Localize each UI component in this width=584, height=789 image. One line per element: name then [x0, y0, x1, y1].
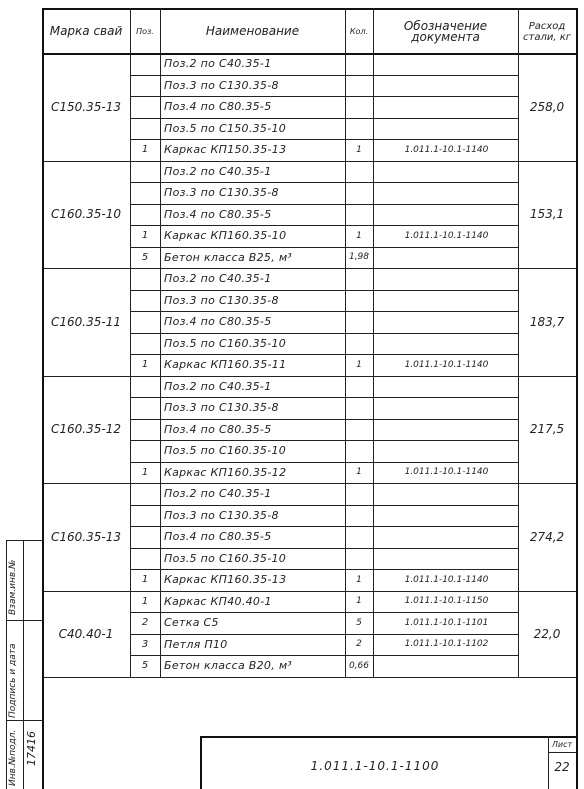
- list-label: Лист: [551, 739, 573, 749]
- row-name: Поз.2 по С40.35-1: [164, 272, 272, 286]
- row-poz: [130, 290, 160, 312]
- row-name: Каркас КП40.40-1: [164, 594, 272, 608]
- row-rule: [130, 548, 518, 549]
- stamp-signature-label: Подпись и дата: [8, 643, 18, 718]
- row-doc: [375, 526, 518, 548]
- header-kol: Кол.: [349, 27, 369, 36]
- row-kol: [345, 526, 373, 548]
- row-rule: [130, 462, 518, 463]
- row-name: Поз.5 по С160.35-10: [164, 551, 287, 565]
- column-rule: [373, 8, 374, 677]
- row-kol: [345, 333, 373, 355]
- row-doc: [375, 204, 518, 226]
- row-name: Каркас КП160.35-11: [164, 358, 287, 372]
- row-kol: [345, 161, 373, 183]
- row-kol: [345, 548, 373, 570]
- row-name: Поз.5 по С150.35-10: [164, 121, 287, 135]
- row-rule: [130, 440, 518, 441]
- row-kol: [345, 182, 373, 204]
- row-name: Поз.3 по С130.35-8: [164, 508, 279, 522]
- row-poz: [130, 397, 160, 419]
- header-marka: Марка свай: [49, 24, 123, 38]
- row-doc: [375, 118, 518, 140]
- row-rule: [130, 311, 518, 312]
- frame-left: [42, 677, 44, 789]
- row-rule: [130, 354, 518, 355]
- row-kol: [345, 397, 373, 419]
- steel-consumption: 274,2: [529, 529, 565, 544]
- row-name: Поз.2 по С40.35-1: [164, 379, 272, 393]
- row-name: Поз.5 по С160.35-10: [164, 444, 287, 458]
- row-name: Поз.2 по С40.35-1: [164, 57, 272, 71]
- row-name: Поз.4 по С80.35-5: [164, 207, 272, 221]
- row-kol: [345, 419, 373, 441]
- row-name: Бетон класса В20, м³: [164, 659, 293, 673]
- row-doc: 1.011.1-10.1-1140: [404, 230, 489, 241]
- header-doc: Обозначение документа: [403, 18, 488, 44]
- frame-right: [576, 677, 578, 789]
- row-rule: [130, 204, 518, 205]
- column-rule: [345, 8, 346, 677]
- stamp-rule: [6, 540, 7, 789]
- row-poz: [130, 440, 160, 462]
- pile-mark: С160.35-12: [51, 422, 121, 437]
- row-poz: [130, 204, 160, 226]
- row-name: Поз.4 по С80.35-5: [164, 100, 272, 114]
- stamp-vzam-label: Взам.инв.№: [8, 559, 18, 615]
- row-poz: 5: [141, 660, 149, 672]
- row-name: Бетон класса В25, м³: [164, 250, 293, 264]
- row-name: Каркас КП160.35-13: [164, 573, 287, 587]
- row-doc: 1.011.1-10.1-1140: [404, 467, 489, 478]
- row-kol: 1: [356, 596, 362, 607]
- row-poz: [130, 311, 160, 333]
- row-poz: [130, 96, 160, 118]
- steel-consumption: 22,0: [533, 626, 561, 641]
- row-kol: 1: [356, 574, 362, 585]
- row-rule: [130, 139, 518, 140]
- row-rule: [130, 333, 518, 334]
- row-poz: [130, 505, 160, 527]
- steel-consumption: 217,5: [529, 422, 565, 437]
- row-doc: [375, 182, 518, 204]
- column-rule: [42, 8, 44, 677]
- row-rule: [130, 634, 518, 635]
- row-kol: 1: [356, 467, 362, 478]
- row-name: Поз.2 по С40.35-1: [164, 164, 272, 178]
- row-rule: [130, 397, 518, 398]
- row-doc: [375, 397, 518, 419]
- row-rule: [130, 655, 518, 656]
- row-name: Поз.4 по С80.35-5: [164, 530, 272, 544]
- row-kol: [345, 118, 373, 140]
- pile-mark: С160.35-13: [51, 529, 121, 544]
- row-doc: 1.011.1-10.1-1102: [404, 639, 489, 650]
- row-poz: [130, 161, 160, 183]
- stamp-rule: [23, 540, 24, 789]
- row-doc: [375, 505, 518, 527]
- row-name: Поз.3 по С130.35-8: [164, 293, 279, 307]
- row-poz: [130, 182, 160, 204]
- stamp-rule: [6, 620, 42, 621]
- row-kol: [345, 311, 373, 333]
- group-rule: [42, 677, 576, 678]
- pile-mark: С160.35-11: [51, 314, 121, 329]
- list-number: 22: [554, 760, 570, 774]
- row-rule: [130, 247, 518, 248]
- row-kol: [345, 96, 373, 118]
- row-doc: [375, 268, 518, 290]
- row-kol: 1: [356, 144, 362, 155]
- row-poz: [130, 75, 160, 97]
- row-rule: [130, 569, 518, 570]
- row-doc: 1.011.1-10.1-1150: [404, 596, 489, 607]
- row-name: Поз.3 по С130.35-8: [164, 401, 279, 415]
- row-rule: [130, 96, 518, 97]
- row-doc: [375, 53, 518, 75]
- row-rule: [130, 182, 518, 183]
- document-code: 1.011.1-10.1-1100: [310, 759, 440, 773]
- header-name: Наименование: [205, 24, 300, 38]
- row-poz: 1: [141, 466, 149, 478]
- row-doc: [375, 290, 518, 312]
- row-kol: [345, 53, 373, 75]
- row-kol: [345, 204, 373, 226]
- row-kol: 5: [356, 617, 362, 628]
- row-name: Сетка С5: [164, 616, 219, 630]
- row-doc: [375, 96, 518, 118]
- row-doc: [375, 161, 518, 183]
- row-name: Поз.3 по С130.35-8: [164, 186, 279, 200]
- row-poz: 1: [141, 574, 149, 586]
- row-doc: 1.011.1-10.1-1140: [404, 574, 489, 585]
- row-poz: [130, 268, 160, 290]
- header-poz: Поз.: [136, 27, 154, 36]
- row-name: Поз.2 по С40.35-1: [164, 487, 272, 501]
- column-rule: [518, 8, 519, 677]
- pile-mark: С150.35-13: [51, 99, 121, 114]
- row-kol: [345, 75, 373, 97]
- row-rule: [130, 75, 518, 76]
- row-poz: [130, 526, 160, 548]
- stamp-inv-label: Инв.№подл.: [8, 729, 18, 786]
- row-name: Каркас КП160.35-10: [164, 229, 287, 243]
- row-kol: 1: [356, 359, 362, 370]
- row-poz: 2: [141, 617, 149, 629]
- row-name: Каркас КП160.35-12: [164, 465, 287, 479]
- row-kol: [345, 376, 373, 398]
- stamp-rule: [6, 720, 42, 721]
- row-doc: [375, 376, 518, 398]
- row-rule: [130, 118, 518, 119]
- header-rule: [42, 53, 576, 55]
- row-name: Поз.4 по С80.35-5: [164, 422, 272, 436]
- stamp-rule: [6, 540, 42, 541]
- row-poz: [130, 483, 160, 505]
- row-name: Поз.5 по С160.35-10: [164, 336, 287, 350]
- row-name: Поз.3 по С130.35-8: [164, 78, 279, 92]
- steel-consumption: 258,0: [529, 99, 565, 114]
- row-rule: [130, 612, 518, 613]
- row-kol: [345, 505, 373, 527]
- row-poz: [130, 53, 160, 75]
- row-poz: 3: [141, 638, 149, 650]
- row-rule: [130, 526, 518, 527]
- row-name: Каркас КП150.35-13: [164, 143, 287, 157]
- row-kol: 1,98: [348, 252, 370, 263]
- row-poz: 1: [141, 230, 149, 242]
- title-block-top: [200, 736, 576, 738]
- row-doc: [375, 548, 518, 570]
- row-poz: [130, 419, 160, 441]
- row-doc: 1.011.1-10.1-1101: [404, 617, 489, 628]
- row-doc: [375, 655, 518, 677]
- row-kol: [345, 290, 373, 312]
- table-top-rule: [42, 8, 576, 10]
- row-rule: [130, 290, 518, 291]
- column-rule: [576, 8, 578, 677]
- column-rule: [130, 8, 131, 677]
- steel-consumption: 183,7: [529, 314, 565, 329]
- row-poz: [130, 118, 160, 140]
- row-name: Поз.4 по С80.35-5: [164, 315, 272, 329]
- row-poz: 1: [141, 144, 149, 156]
- row-rule: [130, 225, 518, 226]
- row-poz: 5: [141, 251, 149, 263]
- row-kol: 0,66: [348, 660, 370, 671]
- row-kol: [345, 440, 373, 462]
- row-kol: [345, 268, 373, 290]
- row-kol: [345, 483, 373, 505]
- row-poz: 1: [141, 359, 149, 371]
- column-rule: [160, 8, 161, 677]
- stamp-inv-value: 17416: [25, 731, 38, 766]
- row-poz: [130, 376, 160, 398]
- row-doc: [375, 311, 518, 333]
- row-doc: 1.011.1-10.1-1140: [404, 144, 489, 155]
- row-doc: [375, 440, 518, 462]
- row-doc: [375, 247, 518, 269]
- row-poz: 1: [141, 595, 149, 607]
- row-rule: [130, 419, 518, 420]
- row-doc: 1.011.1-10.1-1140: [404, 359, 489, 370]
- row-kol: 2: [356, 639, 362, 650]
- row-doc: [375, 419, 518, 441]
- row-kol: 1: [356, 230, 362, 241]
- header-steel: Расход стали, кг: [523, 20, 571, 43]
- row-name: Петля П10: [164, 637, 228, 651]
- row-doc: [375, 75, 518, 97]
- row-doc: [375, 483, 518, 505]
- row-doc: [375, 333, 518, 355]
- pile-mark: С160.35-10: [51, 207, 121, 222]
- row-poz: [130, 548, 160, 570]
- row-rule: [130, 505, 518, 506]
- row-poz: [130, 333, 160, 355]
- steel-consumption: 153,1: [529, 207, 565, 222]
- pile-mark: С40.40-1: [58, 626, 114, 641]
